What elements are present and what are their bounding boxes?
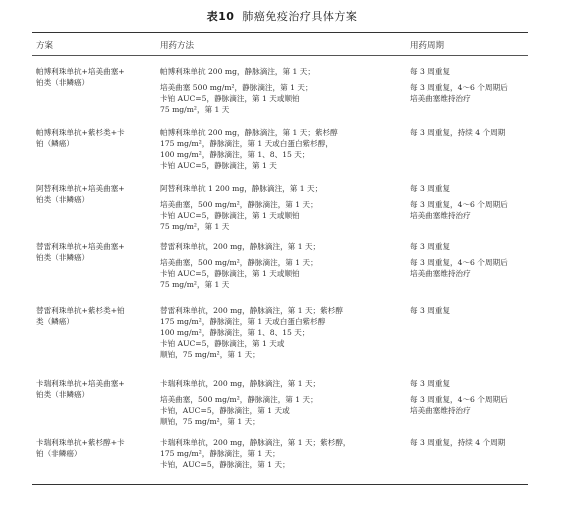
table-title: 肺癌免疫治疗具体方案 [242,10,358,23]
scheme-cell-line: 铂类（非鳞癌） [36,390,90,399]
method-cell-line: 卡铂 AUC=5，静脉滴注，第 1 天或 [160,339,285,348]
cycle-cell-line: 每 3 周重复，4～6 个周期后 [410,200,508,209]
header-method: 用药方法 [160,41,195,51]
cycle-cell-line: 每 3 周重复，持续 4 个周期 [410,128,506,137]
cycle-cell-line: 每 3 周重复 [410,67,451,76]
cycle-cell-line: 每 3 周重复 [410,184,451,193]
cycle-cell-line: 每 3 周重复，4～6 个周期后 [410,395,508,404]
method-cell-line: 卡铂 AUC=5，静脉滴注，第 1 天 [160,161,277,170]
scheme-cell-line: 替雷利珠单抗+培美曲塞+ [36,242,125,251]
table-header-rule [32,55,528,56]
method-cell-line: 175 mg/m²，静脉滴注，第 1 天或白蛋白紫杉醇， [160,139,333,148]
cycle-cell-line: 每 3 周重复，持续 4 个周期 [410,438,506,447]
method-cell-line: 175 mg/m²，静脉滴注，第 1 天； [160,449,280,458]
scheme-cell-line: 类（鳞癌） [36,317,74,326]
cycle-cell-line: 培美曲塞维持治疗 [410,269,471,278]
header-scheme: 方案 [36,41,54,51]
cycle-cell-line: 每 3 周重复 [410,306,451,315]
method-cell-line: 100 mg/m²，静脉滴注，第 1、8、15 天； [160,150,310,159]
method-cell-line: 培美曲塞，500 mg/m²，静脉滴注，第 1 天； [160,395,318,404]
cycle-cell-line: 每 3 周重复 [410,379,451,388]
method-cell-line: 培美曲塞 500 mg/m²，静脉滴注，第 1 天； [160,83,313,92]
scheme-cell-line: 帕博利珠单抗+紫杉类+卡 [36,128,125,137]
method-cell-line: 卡铂 AUC=5，静脉滴注，第 1 天或顺铂 [160,269,300,278]
scheme-cell-line: 卡瑞利珠单抗+培美曲塞+ [36,379,125,388]
table-bottom-rule [32,484,528,485]
method-cell-line: 帕博利珠单抗 200 mg，静脉滴注，第 1 天；紫杉醇 [160,128,338,137]
cycle-cell-line: 每 3 周重复，4～6 个周期后 [410,83,508,92]
cycle-cell-line: 培美曲塞维持治疗 [410,211,471,220]
scheme-cell-line: 帕博利珠单抗+培美曲塞+ [36,67,125,76]
method-cell-line: 顺铂，75 mg/m²，第 1 天； [160,350,260,359]
method-cell-line: 培美曲塞，500 mg/m²，静脉滴注，第 1 天； [160,258,318,267]
header-cycle: 用药周期 [410,41,445,51]
table-top-rule [32,32,528,33]
method-cell-line: 帕博利珠单抗 200 mg，静脉滴注，第 1 天； [160,67,315,76]
scheme-cell-line: 铂（鳞癌） [36,139,74,148]
scheme-cell-line: 替雷利珠单抗+紫杉类+铂 [36,306,125,315]
method-cell-line: 100 mg/m²，静脉滴注，第 1、8、15 天； [160,328,310,337]
method-cell-line: 替雷利珠单抗，200 mg，静脉滴注，第 1 天； [160,242,321,251]
scheme-cell-line: 阿替利珠单抗+培美曲塞+ [36,184,125,193]
scheme-cell-line: 铂类（非鳞癌） [36,195,90,204]
scheme-cell-line: 铂类（非鳞癌） [36,78,90,87]
cycle-cell-line: 培美曲塞维持治疗 [410,94,471,103]
cycle-cell-line: 培美曲塞维持治疗 [410,406,471,415]
scheme-cell-line: 卡瑞利珠单抗+紫杉醇+卡 [36,438,125,447]
table-number: 表10 [206,10,235,23]
method-cell-line: 卡瑞利珠单抗，200 mg，静脉滴注，第 1 天；紫杉醇， [160,438,351,447]
cycle-cell-line: 每 3 周重复，4～6 个周期后 [410,258,508,267]
method-cell-line: 替雷利珠单抗，200 mg，静脉滴注，第 1 天；紫杉醇 [160,306,343,315]
method-cell-line: 培美曲塞，500 mg/m²，静脉滴注，第 1 天； [160,200,318,209]
scheme-cell-line: 铂类（非鳞癌） [36,253,90,262]
method-cell-line: 175 mg/m²，静脉滴注，第 1 天或白蛋白紫杉醇 [160,317,326,326]
method-cell-line: 卡瑞利珠单抗，200 mg，静脉滴注，第 1 天； [160,379,321,388]
method-cell-line: 顺铂，75 mg/m²，第 1 天； [160,417,260,426]
method-cell-line: 卡铂 AUC=5，静脉滴注，第 1 天或顺铂 [160,94,300,103]
method-cell-line: 卡铂，AUC=5，静脉滴注，第 1 天或 [160,406,290,415]
method-cell-line: 75 mg/m²，第 1 天 [160,105,230,114]
cycle-cell-line: 每 3 周重复 [410,242,451,251]
table-caption [0,8,564,24]
method-cell-line: 卡铂 AUC=5，静脉滴注，第 1 天或顺铂 [160,211,300,220]
method-cell-line: 75 mg/m²，第 1 天 [160,280,230,289]
method-cell-line: 阿替利珠单抗 1 200 mg，静脉滴注，第 1 天； [160,184,323,193]
method-cell-line: 75 mg/m²，第 1 天 [160,222,230,231]
method-cell-line: 卡铂，AUC=5，静脉滴注，第 1 天； [160,460,290,469]
scheme-cell-line: 铂（非鳞癌） [36,449,82,458]
